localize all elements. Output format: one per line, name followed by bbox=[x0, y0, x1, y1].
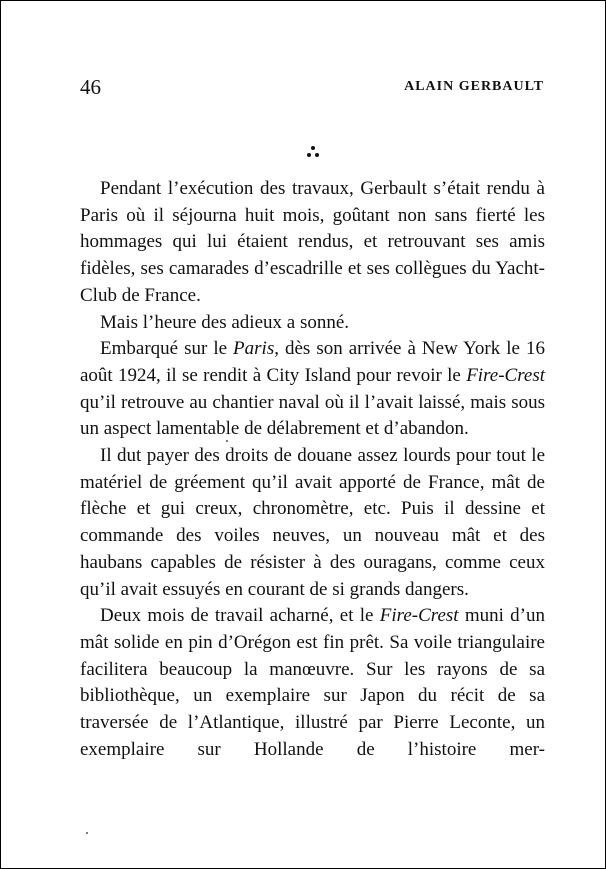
print-speck bbox=[226, 440, 228, 442]
print-speck bbox=[86, 832, 88, 834]
paragraph-5 bbox=[80, 603, 545, 763]
paragraph-1-text: Pendant l’exécution des travaux, Gerbault s’était rendu à Paris où il séjourna huit mois, goûtant non sans fierté les hommages qui lui étaient rendus, et retrouvant ses amis fidèles, ses camarades d’escadrille et ses collègues du Yacht-Club de France. bbox=[80, 178, 545, 306]
paragraph-3 bbox=[80, 336, 545, 443]
page-header bbox=[80, 74, 544, 100]
running-head: ALAIN GERBAULT bbox=[404, 79, 544, 94]
paragraph-3-text-b: , dès son arrivée à New York le 16 août 1924, il se rendit à City Island pour revoir le bbox=[80, 338, 545, 386]
boat-name-fire-crest: Fire-Crest bbox=[466, 364, 545, 386]
paragraph-2-text: Mais l’heure des adieux a sonné. bbox=[100, 311, 350, 333]
paragraph-3-text-a: Embarqué sur le bbox=[100, 338, 234, 360]
paragraph-4 bbox=[80, 443, 545, 603]
boat-name-fire-crest: Fire-Crest bbox=[379, 605, 459, 627]
paragraph-5-text-a: Deux mois de travail acharné, et le bbox=[100, 605, 380, 627]
paragraph-1 bbox=[80, 176, 545, 310]
paragraph-3-text-c: qu’il retrouve au chantier naval où il l’avait laissé, mais sous un aspect lamentable de délabrement et d’abandon. bbox=[80, 391, 545, 440]
paragraph-2 bbox=[80, 310, 545, 337]
body-text bbox=[80, 176, 545, 763]
paragraph-4-text: Il dut payer des droits de douane assez lourds pour tout le matériel de gréement qu’il avait apporté de France, mât de flèche et gui creux, chronomètre, etc. Puis il dessine et commande des voiles neuves, un nouveau mât et des haubans capables de résister à des ouragans, comme ceux qu’il avait essuyés en courant de si grands dangers. bbox=[80, 445, 545, 600]
paragraph-5-text-b: muni d’un mât solide en pin d’Orégon est fin prêt. Sa voile triangulaire facilitera beaucoup la manœuvre. Sur les rayons de sa bibliothèque, un exemplaire sur Japon du récit de sa traversée de l’Atlantique, illustré par Pierre Leconte, un exemplaire sur Hollande de l’histoire mer- bbox=[80, 605, 545, 760]
ship-name-paris: Paris bbox=[233, 338, 275, 360]
page-number: 46 bbox=[80, 75, 101, 99]
asterism-ornament-icon bbox=[303, 143, 323, 163]
